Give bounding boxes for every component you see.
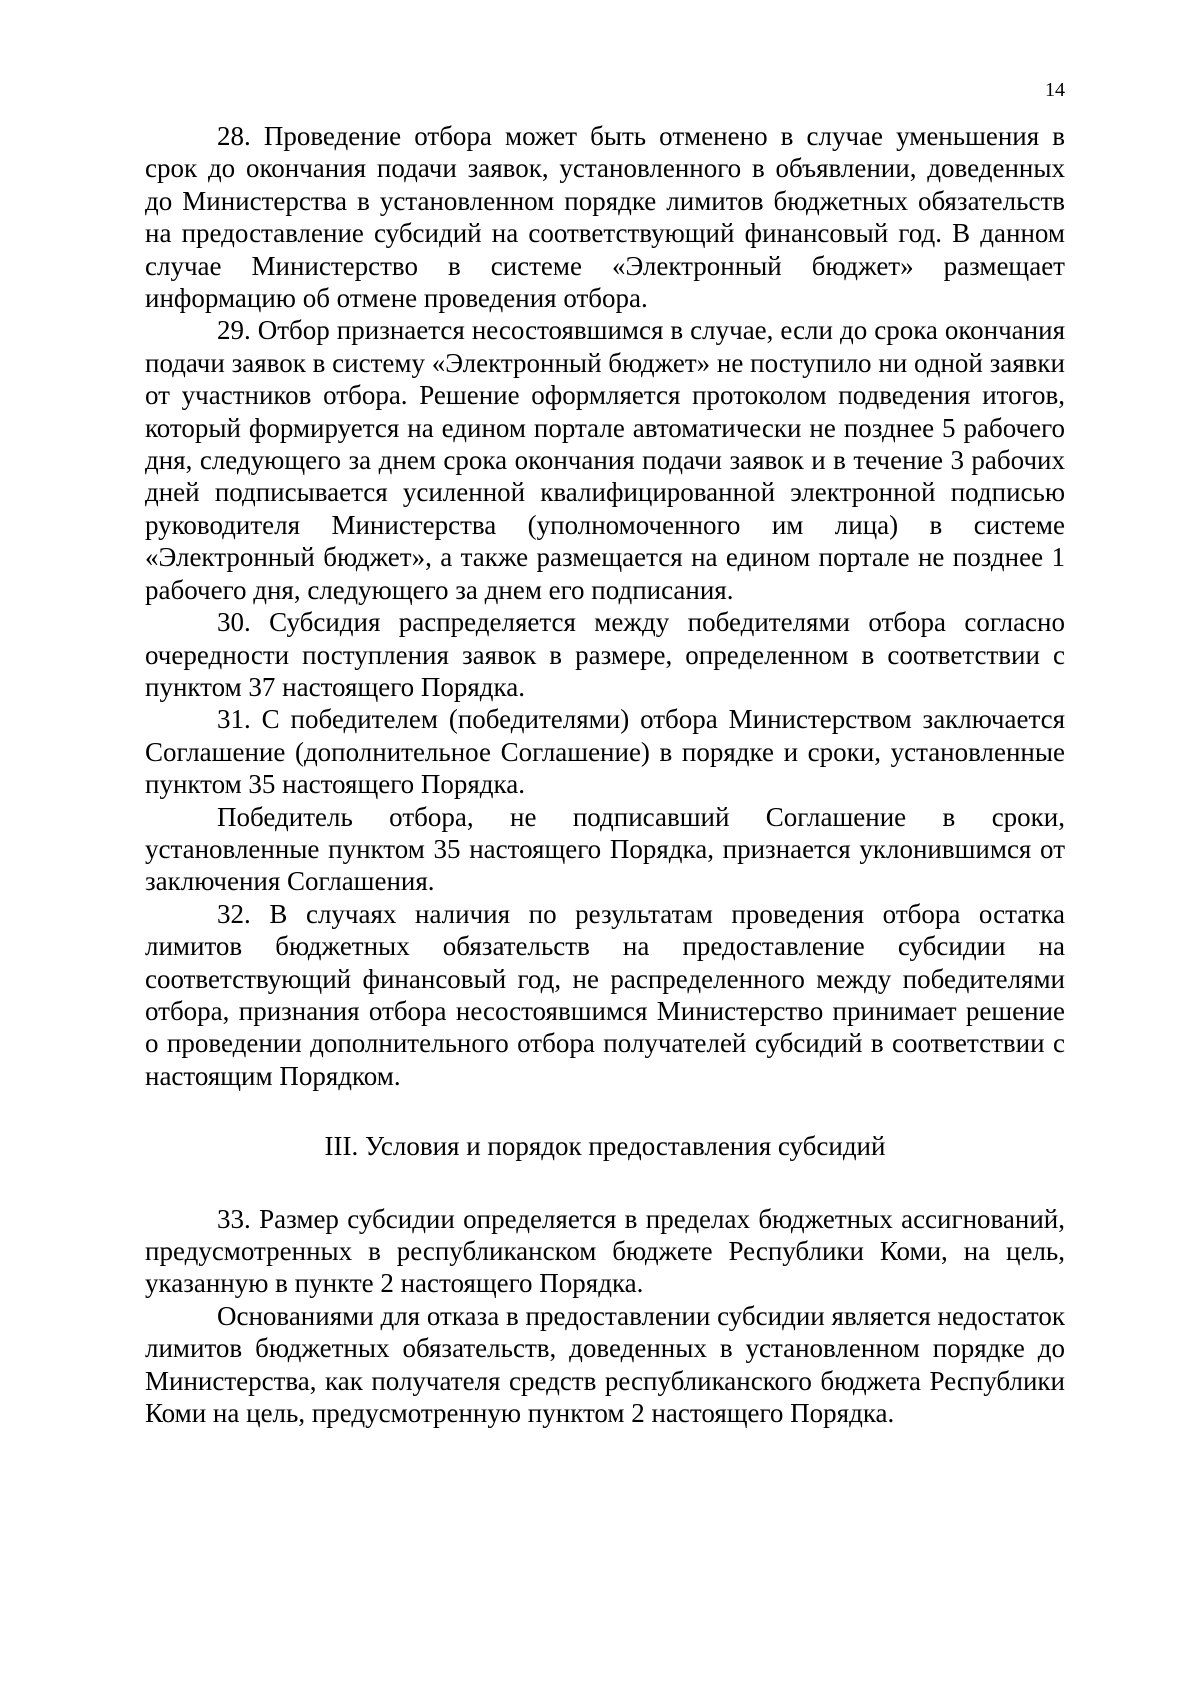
page-number: 14 bbox=[1045, 79, 1065, 101]
paragraph-28: 28. Проведение отбора может быть отменено в случае уменьшения в срок до окончания подачи заявок, установленного в объявлении, доведенных до Министерства в установленном порядке лимитов бюджетных обязательств на предоставление субсидий на соответствующий финансовый год. В данном случае Министерство в системе «Электронный бюджет» размещает информацию об отмене проведения отбора. bbox=[145, 121, 1065, 314]
paragraph-31: 31. С победителем (победителями) отбора Министерством заключается Соглашение (дополнительное Соглашение) в порядке и сроки, установленные пунктом 35 настоящего Порядка. bbox=[145, 704, 1065, 800]
paragraph-30: 30. Субсидия распределяется между победителями отбора согласно очередности поступления заявок в размере, определенном в соответствии с пунктом 37 настоящего Порядка. bbox=[145, 607, 1065, 702]
paragraph-32: 32. В случаях наличия по результатам проведения отбора остатка лимитов бюджетных обязательств на предоставление субсидии на соответствующий финансовый год, не распределенного между победителями отбора, признания отбора несостоявшимся Министерство принимает решение о проведении дополнительного отбора получателей субсидий в соответствии с настоящим Порядком. bbox=[145, 898, 1065, 1091]
paragraph-29: 29. Отбор признается несостоявшимся в случае, если до срока окончания подачи заявок в систему «Электронный бюджет» не поступило ни одной заявки от участников отбора. Решение оформляется протоколом подведения итогов, который формируется на едином портале автоматически не позднее 5 рабочего дня, следующего за днем срока окончания подачи заявок и в течение 3 рабочих дней подписывается усиленной квалифицированной электронной подписью руководителя Министерства (уполномоченного им лица) в системе «Электронный бюджет», а также размещается на едином портале не позднее 1 рабочего дня, следующего за днем его подписания. bbox=[145, 315, 1065, 605]
document-body bbox=[145, 120, 1065, 1429]
section-heading: III. Условия и порядок предоставления субсидий bbox=[324, 1131, 886, 1162]
paragraph-33-continuation: Основаниями для отказа в предоставлении субсидии является недостаток лимитов бюджетных обязательств, доведенных в установленном порядке до Министерства, как получателя средств республиканского бюджета Республики Коми на цель, предусмотренную пунктом 2 настоящего Порядка. bbox=[145, 1300, 1065, 1429]
paragraph-31-continuation: Победитель отбора, не подписавший Соглашение в сроки, установленные пунктом 35 настоящего Порядка, признается уклонившимся от заключения Соглашения. bbox=[145, 801, 1065, 897]
paragraph-33: 33. Размер субсидии определяется в пределах бюджетных ассигнований, предусмотренных в республиканском бюджете Республики Коми, на цель, указанную в пункте 2 настоящего Порядка. bbox=[145, 1203, 1065, 1299]
